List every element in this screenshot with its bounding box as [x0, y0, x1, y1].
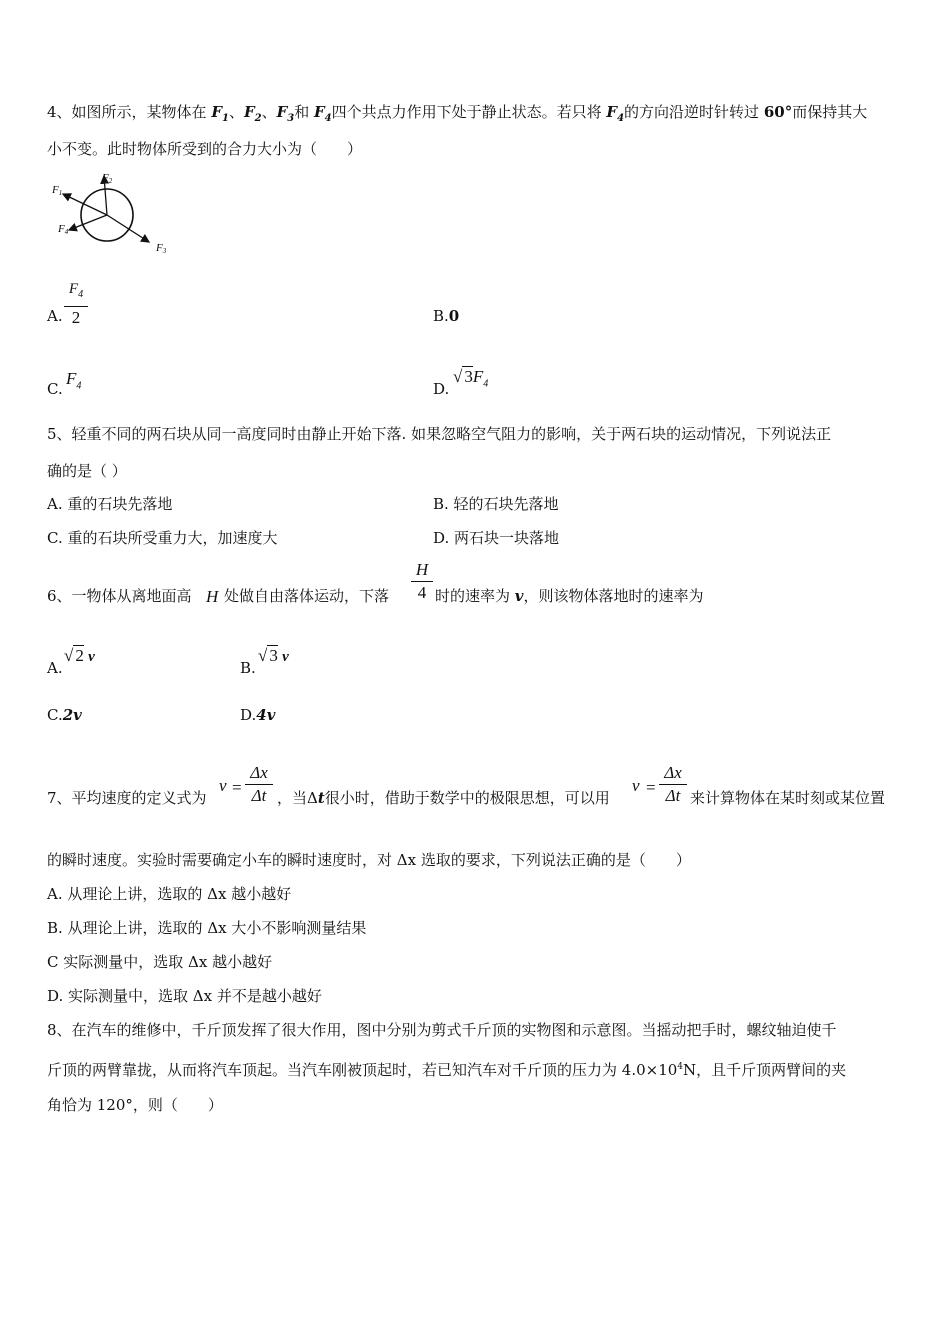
- angle-value: 60°: [763, 103, 793, 121]
- q4-option-c-label: C.: [47, 380, 63, 398]
- q7-v-symbol-2: v: [632, 776, 640, 795]
- q7-fraction-1: Δx Δt: [245, 763, 273, 806]
- q7-text-d: 来计算物体在某时刻或某位置: [690, 789, 886, 807]
- q7-text-a: 7、平均速度的定义式为: [47, 789, 207, 807]
- q6-option-a-label: A.: [47, 659, 63, 677]
- f1-symbol: $F_1$: [211, 103, 229, 124]
- f2-symbol: $F_2$: [243, 103, 262, 124]
- q5-line-2: 确的是（ ）: [47, 462, 127, 480]
- q7-option-d: D. 实际测量中，选取 Δx 并不是越小越好: [47, 987, 322, 1005]
- q4-option-c-value: $F_4$: [66, 369, 82, 392]
- q4-option-b: B.0: [433, 307, 460, 325]
- q6-option-a-value: √ 2 v: [64, 646, 95, 665]
- q7-line-2: 的瞬时速度。实验时需要确定小车的瞬时速度时，对 Δx 选取的要求，下列说法正确的是（ ）: [47, 851, 691, 869]
- q5-option-c: C. 重的石块所受重力大，加速度大: [47, 529, 278, 547]
- q6-option-b-value: √ 3 v: [258, 646, 289, 665]
- q8-line-2: 斤顶的两臂靠拢，从而将汽车顶起。当汽车刚被顶起时，若已知汽车对千斤顶的压力为 $4.0\times 10^4N$，且千斤顶两臂间的夹: [47, 1061, 847, 1079]
- q4-option-d-label: D.: [433, 380, 450, 398]
- q7-option-c: C 实际测量中，选取 Δx 越小越好: [47, 953, 273, 971]
- q8-line-3: 角恰为 120°，则（ ）: [47, 1096, 223, 1114]
- q7-equals-2: =: [646, 778, 656, 797]
- f3-symbol: $F_3$: [276, 103, 295, 124]
- q5-option-d: D. 两石块一块落地: [433, 529, 560, 547]
- q5-line-1: 5、轻重不同的两石块从同一高度同时由静止开始下落. 如果忽略空气阻力的影响，关于两石块的运动情况，下列说法正: [47, 425, 832, 443]
- q8-line-1: 8、在汽车的维修中，千斤顶发挥了很大作用，图中分别为剪式千斤顶的实物图和示意图。当摇动把手时，螺纹轴迫使千: [47, 1021, 837, 1039]
- q5-option-b: B. 轻的石块先落地: [433, 495, 559, 513]
- q7-v-symbol-1: v: [219, 776, 227, 795]
- f4-label: F4: [58, 223, 69, 236]
- f3-label: F3: [156, 242, 167, 255]
- q7-equals-1: =: [232, 778, 242, 797]
- q7-text-b: ，当Δt很小时，借助于数学中的极限思想，可以用: [277, 789, 610, 807]
- q6-text-a: 6、一物体从离地面高: [47, 587, 192, 605]
- q4-line-1: 4、如图所示，某物体在 $F_1$、$F_2$、$F_3$和 $F_4$四个共点力作用下处于静止状态。若只将 $F_4$的方向沿逆时针转过 60°而保持其大: [47, 103, 868, 124]
- q4-option-d-value: √ $3F_4$: [453, 367, 489, 390]
- q6-option-c: C.2v: [47, 706, 82, 724]
- f2-label: F2: [102, 172, 113, 185]
- f4-symbol: $F_4$: [314, 103, 332, 124]
- f1-arrow: [63, 194, 107, 215]
- f3-arrow: [107, 215, 149, 242]
- q6-text-c: 时的速率为 v，则该物体落地时的速率为: [435, 587, 704, 605]
- q7-option-a: A. 从理论上讲，选取的 Δx 越小越好: [47, 885, 292, 903]
- q6-text-b: 处做自由落体运动，下落: [224, 587, 390, 605]
- q4-line-2: 小不变。此时物体所受到的合力大小为（ ）: [47, 140, 363, 158]
- force-diagram: [46, 168, 186, 260]
- q6-h-symbol: H: [206, 587, 219, 606]
- q4-option-a-fraction: $F_4$ 2: [64, 279, 88, 328]
- q5-option-a: A. 重的石块先落地: [47, 495, 173, 513]
- q4-option-a-label: A.: [47, 307, 63, 325]
- q7-option-b: B. 从理论上讲，选取的 Δx 大小不影响测量结果: [47, 919, 367, 937]
- q6-option-d: D.4v: [240, 706, 276, 724]
- f1-label: F1: [52, 184, 63, 197]
- q7-fraction-2: Δx Δt: [659, 763, 687, 806]
- f4-symbol-2: $F_4$: [606, 103, 625, 124]
- f4-arrow: [69, 215, 107, 230]
- q6-option-b-label: B.: [240, 659, 256, 677]
- q6-fraction: H 4: [411, 560, 433, 603]
